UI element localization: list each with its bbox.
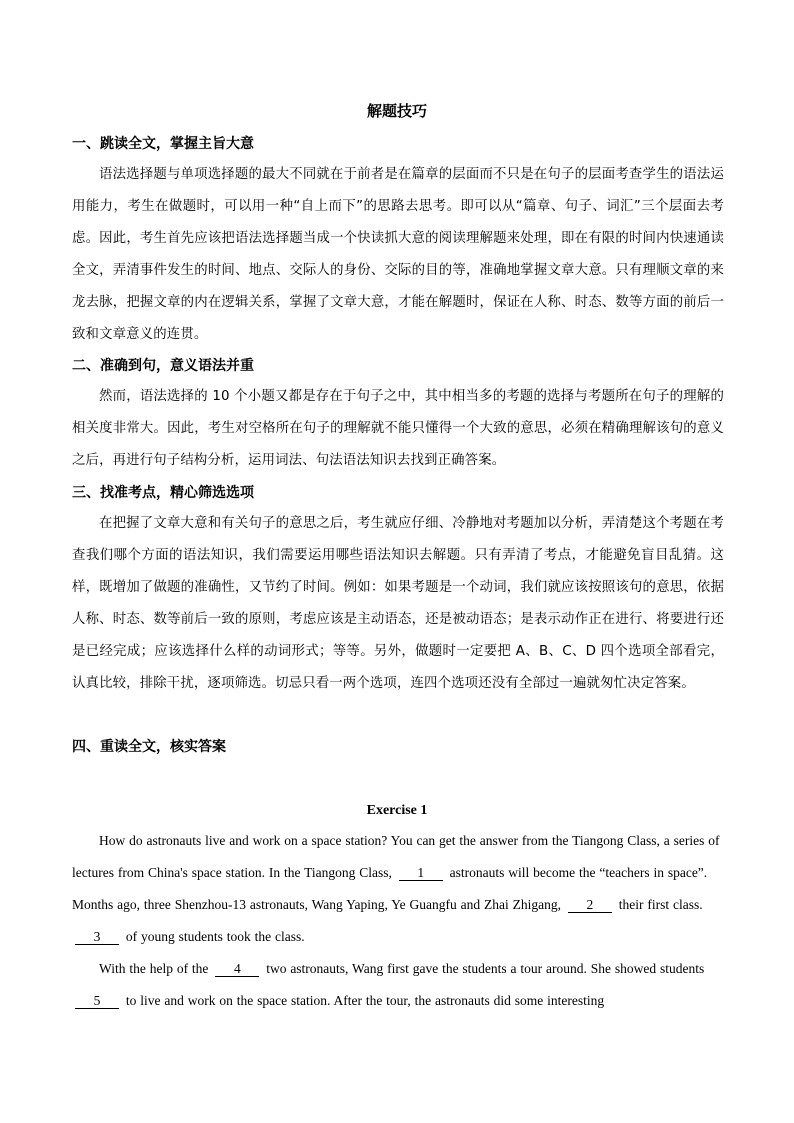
blank-5: 5 bbox=[75, 994, 119, 1009]
blank-3: 3 bbox=[75, 930, 119, 945]
exercise-text: With the help of the bbox=[99, 961, 209, 976]
section-heading-2: 二、准确到句，意义语法并重 bbox=[72, 358, 254, 374]
exercise-text: astronauts will become the “teachers in space”. Months ago, three Shenzhou-13 astronauts, Wang Yaping, Ye Guangfu and Zhai Zhigang, bbox=[72, 865, 708, 912]
exercise-title: Exercise 1 bbox=[366, 803, 428, 818]
exercise-text: two astronauts, Wang first gave the students a tour around. She showed students bbox=[266, 961, 705, 976]
section-paragraph-3: 在把握了文章大意和有关句子的意思之后，考生就应仔细、冷静地对考题加以分析，弄清楚这个考题在考查我们哪个方面的语法知识，我们需要运用哪些语法知识去解题。只有弄清了考点，才能避免盲目乱猜。这样，既增加了做题的准确性，又节约了时间。例如：如果考题是一个动词，我们就应该按照该句的意思，依据人称、时态、数等前后一致的原则，考虑应该是主动语态，还是被动语态；是表示动作正在进行、将要进行还是已经完成；应该选择什么样的动词形式；等等。另外，做题时一定要把 A、B、C、D 四个选项全部看完，认真比较，排除干扰，逐项筛选。切忌只看一两个选项，连四个选项还没有全部过一遍就匆忙决定答案。 bbox=[72, 516, 724, 691]
section-heading-3: 三、找准考点，精心筛选选项 bbox=[72, 485, 254, 501]
page-title: 解题技巧 bbox=[366, 102, 427, 120]
blank-1: 1 bbox=[399, 866, 443, 881]
blank-4: 4 bbox=[215, 962, 259, 977]
section-paragraph-1: 语法选择题与单项选择题的最大不同就在于前者是在篇章的层面而不只是在句子的层面考查学生的语法运用能力，考生在做题时，可以用一种“自上而下”的思路去思考。即可以从“篇章、句子、词汇”三个层面去考虑。因此，考生首先应该把语法选择题当成一个快读抓大意的阅读理解题来处理，即在有限的时间内快速通读全文，弄清事件发生的时间、地点、交际人的身份、交际的目的等，准确地掌握文章大意。只有理顺文章的来龙去脉，把握文章的内在逻辑关系，掌握了文章大意，才能在解题时，保证在人称、时态、数等方面的前后一致和文章意义的连贯。 bbox=[72, 167, 724, 342]
exercise-text: to live and work on the space station. After the tour, the astronauts did some interesting bbox=[125, 993, 605, 1008]
exercise-paragraph-2 bbox=[72, 953, 724, 1017]
section-heading-1: 一、跳读全文，掌握主旨大意 bbox=[72, 136, 254, 152]
section-paragraph-2: 然而，语法选择的 10 个小题又都是存在于句子之中，其中相当多的考题的选择与考题所在句子的理解的相关度非常大。因此，考生对空格所在句子的理解就不能只懂得一个大致的意思，必须在精确理解该句的意义之后，再进行句子结构分析，运用词法、句法语法知识去找到正确答案。 bbox=[72, 389, 724, 468]
exercise-text: their first class. bbox=[618, 897, 703, 912]
blank-2: 2 bbox=[568, 898, 612, 913]
exercise-text: How do astronauts live and work on a space station? You can get the answer from the Tiangong Class, a series of lectures from China's space station. In the Tiangong Class, bbox=[72, 833, 720, 880]
section-heading-4: 四、重读全文，核实答案 bbox=[72, 739, 226, 755]
exercise-text: of young students took the class. bbox=[125, 929, 305, 944]
exercise-paragraph-1 bbox=[72, 825, 724, 953]
